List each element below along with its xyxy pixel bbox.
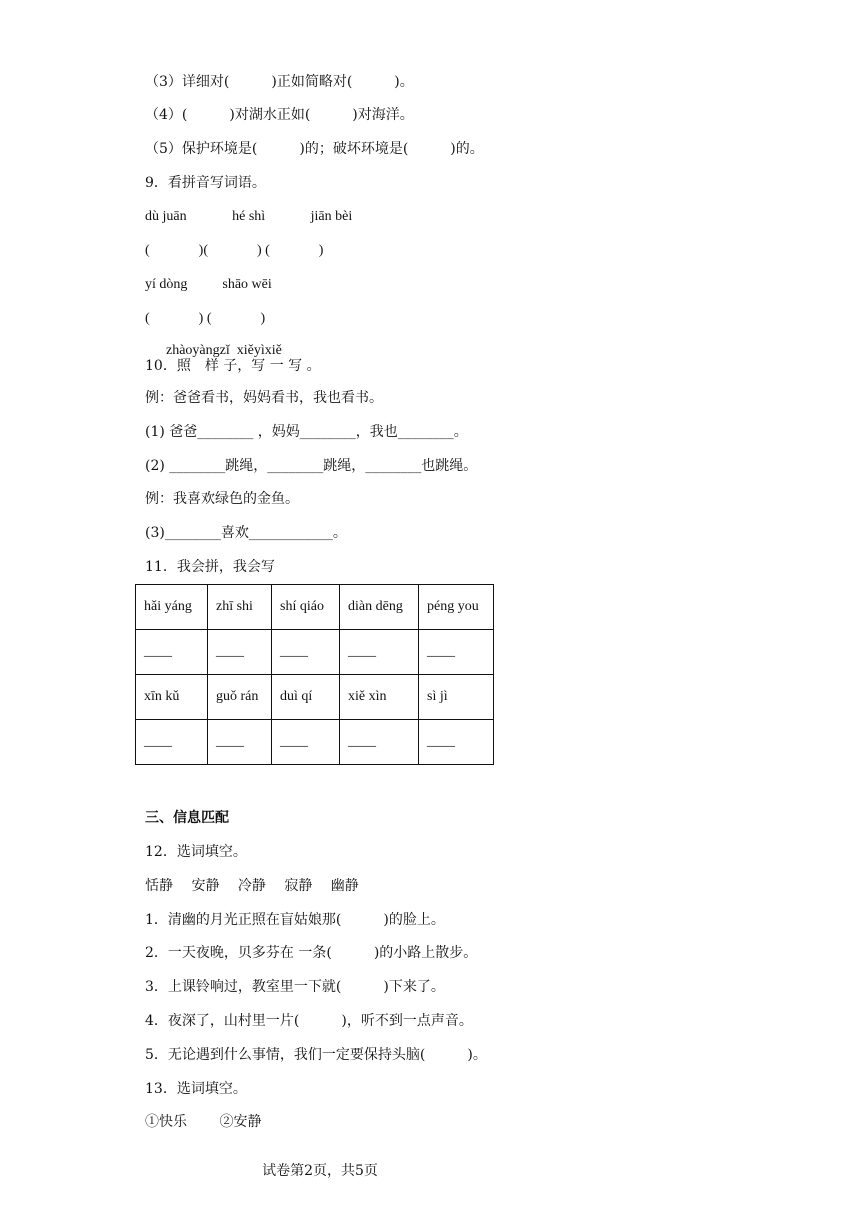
q9-title: 9．看拼音写词语。 — [145, 175, 266, 191]
q12-item-3: 3．上课铃响过，教室里一下就( )下来了。 — [145, 979, 445, 995]
q12-item-4: 4．夜深了，山村里一片( )，听不到一点声音。 — [145, 1013, 473, 1029]
table-cell: péng you — [419, 585, 494, 630]
table-row — [136, 585, 494, 630]
page-footer: 试卷第2页，共5页 — [262, 1163, 378, 1179]
answer-blank: ____ — [340, 630, 419, 675]
answer-blank: ____ — [419, 720, 494, 765]
q11-pinyin-table — [135, 584, 494, 765]
q9-pinyin-row1: dù juān hé shì jiān bèi — [145, 209, 353, 224]
answer-blank: ____ — [272, 630, 340, 675]
table-row — [136, 720, 494, 765]
q10-item3: (3)________喜欢____________。 — [145, 525, 347, 541]
q12-word-bank: 恬静 安静 冷静 寂静 幽静 — [145, 878, 359, 894]
q12-item-1: 1．清幽的月光正照在盲姑娘那( )的脸上。 — [145, 912, 445, 928]
table-cell: diàn dēng — [340, 585, 419, 630]
answer-blank: ____ — [272, 720, 340, 765]
table-cell: shí qiáo — [272, 585, 340, 630]
answer-blank: ____ — [340, 720, 419, 765]
q8-item-4: （4）( )对湖水正如( )对海洋。 — [145, 107, 414, 123]
table-cell: zhī shi — [208, 585, 272, 630]
table-row — [136, 630, 494, 675]
q10-example1: 例：爸爸看书，妈妈看书，我也看书。 — [145, 390, 383, 406]
q8-item-5: （5）保护环境是( )的；破坏环境是( )的。 — [145, 141, 484, 157]
q8-item-3: （3）详细对( )正如简略对( )。 — [145, 74, 414, 90]
q13-title: 13．选词填空。 — [145, 1081, 247, 1097]
table-cell: hǎi yáng — [136, 585, 208, 630]
q13-word-bank: ①快乐 ②安静 — [145, 1114, 262, 1130]
q10-item2: (2) ________跳绳，________跳绳，________也跳绳。 — [145, 458, 478, 474]
q9-pinyin-row2: yí dòng shāo wēi — [145, 277, 272, 292]
answer-blank: ____ — [136, 720, 208, 765]
q10-item1: (1) 爸爸________ ，妈妈________，我也________。 — [145, 424, 468, 440]
section-3-heading: 三、信息匹配 — [145, 810, 229, 826]
table-row — [136, 675, 494, 720]
q12-item-5: 5．无论遇到什么事情，我们一定要保持头脑( )。 — [145, 1047, 487, 1063]
q10-title: 10．照 样 子，写 一 写 。 — [145, 358, 321, 374]
q9-blank-row2: ( ) ( ) — [145, 311, 266, 326]
q10-ruby: zhàoyàngzǐ xiěyìxiě — [166, 343, 282, 358]
q12-item-2: 2．一天夜晚，贝多芬在 一条( )的小路上散步。 — [145, 945, 478, 961]
table-cell: xīn kǔ — [136, 675, 208, 720]
table-cell: guǒ rán — [208, 675, 272, 720]
answer-blank: ____ — [136, 630, 208, 675]
answer-blank: ____ — [208, 630, 272, 675]
q11-title: 11．我会拼，我会写 — [145, 559, 275, 575]
table-cell: duì qí — [272, 675, 340, 720]
table-cell: xiě xìn — [340, 675, 419, 720]
q12-title: 12．选词填空。 — [145, 844, 247, 860]
table-cell: sì jì — [419, 675, 494, 720]
answer-blank: ____ — [208, 720, 272, 765]
q9-blank-row1: ( )( ) ( ) — [145, 243, 324, 258]
answer-blank: ____ — [419, 630, 494, 675]
q10-example2: 例：我喜欢绿色的金鱼。 — [145, 491, 299, 507]
